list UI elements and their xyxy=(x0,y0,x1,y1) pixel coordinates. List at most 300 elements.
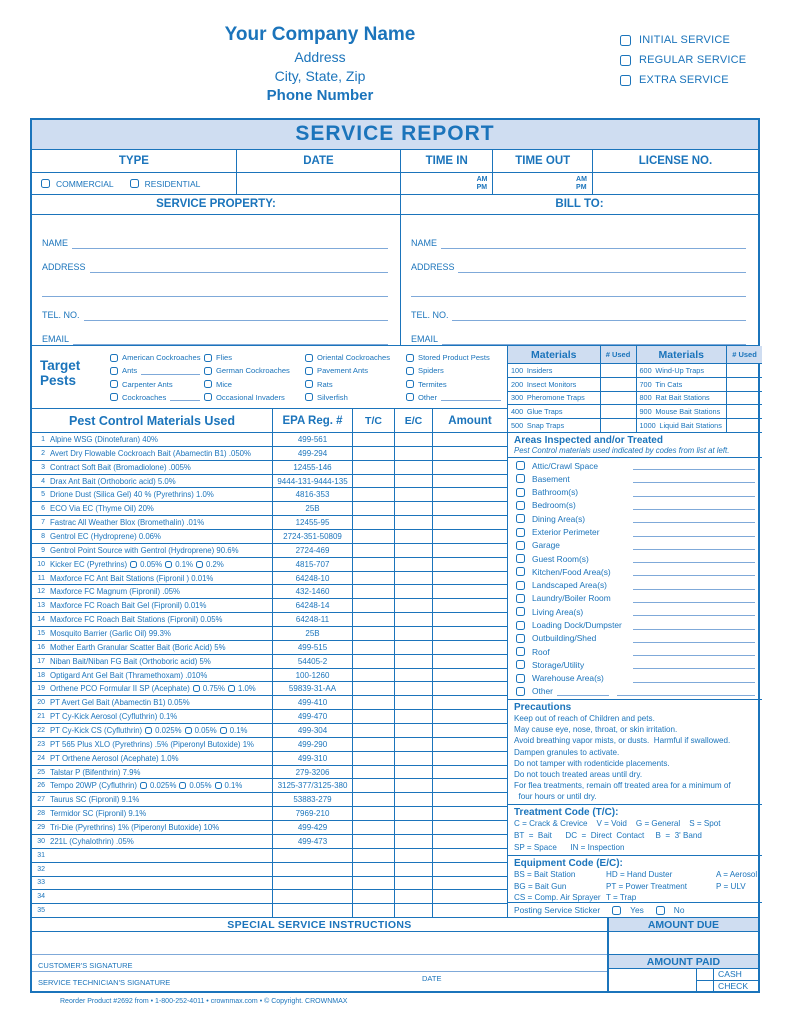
concentration-checkbox[interactable] xyxy=(228,685,235,692)
material-name-cell[interactable] xyxy=(32,877,272,890)
area-checkbox[interactable] xyxy=(516,647,525,656)
tc-cell[interactable] xyxy=(352,696,394,709)
amount-cell[interactable] xyxy=(432,863,507,876)
tc-cell[interactable] xyxy=(352,461,394,474)
material-name: PT 565 Plus XLO (Pyrethrins) .5% (Piperonyl Butoxide) 1% xyxy=(50,739,254,749)
material-name: Maxforce FC Roach Bait Stations (Fipronil) 0.05% xyxy=(50,615,223,625)
area-codes-writein[interactable] xyxy=(633,594,755,603)
service-option-label: REGULAR SERVICE xyxy=(639,54,747,66)
pest-table-row xyxy=(32,571,507,585)
target-pest-checkbox[interactable] xyxy=(110,367,118,375)
pest-table-header xyxy=(32,409,507,433)
bt-address-field[interactable] xyxy=(458,259,746,273)
tc-cell[interactable] xyxy=(352,904,394,917)
amount-cell[interactable] xyxy=(432,516,507,529)
amount-due-field[interactable] xyxy=(609,932,758,955)
area-label: Bedroom(s) xyxy=(532,500,576,511)
target-pest-checkbox[interactable] xyxy=(110,380,118,388)
area-codes-writein[interactable] xyxy=(633,528,755,537)
amount-cell[interactable] xyxy=(432,835,507,848)
pest-table-row xyxy=(32,433,507,446)
posting-no-checkbox[interactable] xyxy=(656,906,665,915)
epa-reg-header: EPA Reg. # xyxy=(272,409,352,432)
tc-cell[interactable] xyxy=(352,516,394,529)
epa-reg-cell[interactable] xyxy=(272,849,352,862)
ec-cell[interactable] xyxy=(394,641,432,654)
tc-cell[interactable] xyxy=(352,447,394,460)
area-codes-writein[interactable] xyxy=(633,514,755,523)
treatment-code-section xyxy=(508,804,762,855)
ec-cell[interactable] xyxy=(394,724,432,737)
amount-cell[interactable] xyxy=(432,544,507,557)
concentration-checkbox[interactable] xyxy=(165,561,172,568)
ec-cell[interactable] xyxy=(394,710,432,723)
ec-cell[interactable] xyxy=(394,738,432,751)
service-type-options xyxy=(620,30,746,90)
target-pest-item xyxy=(110,364,204,377)
ec-cell[interactable] xyxy=(394,682,432,695)
material-name-cell xyxy=(32,766,272,779)
tc-cell[interactable] xyxy=(352,890,394,903)
pest-table-row xyxy=(32,889,507,903)
ec-cell[interactable] xyxy=(394,669,432,682)
area-codes-writein[interactable] xyxy=(633,554,755,563)
amount-cell[interactable] xyxy=(432,807,507,820)
epa-reg-cell: 499-310 xyxy=(272,752,352,765)
ec-cell[interactable] xyxy=(394,849,432,862)
pest-table-row xyxy=(32,640,507,654)
tc-cell[interactable] xyxy=(352,710,394,723)
area-checkbox[interactable] xyxy=(516,514,525,523)
cash-checkbox[interactable] xyxy=(697,969,713,981)
amount-cell[interactable] xyxy=(432,682,507,695)
tc-cell[interactable] xyxy=(352,821,394,834)
material-name-cell[interactable] xyxy=(32,849,272,862)
tc-cell[interactable] xyxy=(352,475,394,488)
concentration-option: 0.2% xyxy=(206,559,224,569)
area-codes-writein[interactable] xyxy=(633,634,755,643)
service-option-checkbox[interactable] xyxy=(620,75,631,86)
bt-tel-field[interactable] xyxy=(452,307,746,321)
material-name-cell xyxy=(32,613,272,626)
ec-cell[interactable] xyxy=(394,752,432,765)
pest-table-row xyxy=(32,820,507,834)
area-checkbox[interactable] xyxy=(516,581,525,590)
amount-cell[interactable] xyxy=(432,710,507,723)
right-column xyxy=(507,346,762,917)
target-pest-checkbox[interactable] xyxy=(305,393,313,401)
row-number: 14 xyxy=(37,616,45,624)
material-used-cell[interactable] xyxy=(600,378,636,391)
bt-name-field[interactable] xyxy=(441,235,746,249)
ec-cell[interactable] xyxy=(394,475,432,488)
area-checkbox[interactable] xyxy=(516,567,525,576)
amount-cell[interactable] xyxy=(432,752,507,765)
ec-cell[interactable] xyxy=(394,516,432,529)
tc-cell[interactable] xyxy=(352,877,394,890)
tc-cell[interactable] xyxy=(352,558,394,571)
material-used-cell[interactable] xyxy=(600,405,636,418)
bt-email-field[interactable] xyxy=(442,331,746,345)
tc-cell[interactable] xyxy=(352,502,394,515)
target-pest-checkbox[interactable] xyxy=(204,380,212,388)
tc-cell[interactable] xyxy=(352,655,394,668)
amount-cell[interactable] xyxy=(432,627,507,640)
area-checkbox[interactable] xyxy=(516,594,525,603)
epa-reg-cell[interactable] xyxy=(272,904,352,917)
tc-cell[interactable] xyxy=(352,613,394,626)
date-header: DATE xyxy=(236,150,400,173)
amount-cell[interactable] xyxy=(432,724,507,737)
material-name: Maxforce FC Roach Bait Gel (Fipronil) 0.01% xyxy=(50,601,207,611)
material-used-cell[interactable] xyxy=(726,378,762,391)
amount-cell[interactable] xyxy=(432,447,507,460)
material-name-cell xyxy=(32,793,272,806)
target-pest-writein[interactable] xyxy=(441,393,501,401)
epa-reg-cell: 499-410 xyxy=(272,696,352,709)
target-pest-checkbox[interactable] xyxy=(406,380,414,388)
epa-reg-cell: 279-3206 xyxy=(272,766,352,779)
sp-name-field[interactable] xyxy=(72,235,388,249)
service-report-form xyxy=(30,118,760,993)
concentration-checkbox[interactable] xyxy=(220,727,227,734)
precautions-title: Precautions xyxy=(514,702,572,713)
amount-cell[interactable] xyxy=(432,433,507,446)
area-checkbox[interactable] xyxy=(516,634,525,643)
amount-cell[interactable] xyxy=(432,821,507,834)
ec-cell[interactable] xyxy=(394,613,432,626)
target-pest-checkbox[interactable] xyxy=(406,393,414,401)
material-used-cell[interactable] xyxy=(600,392,636,405)
date-field[interactable] xyxy=(236,173,400,194)
amount-cell[interactable] xyxy=(432,779,507,792)
concentration-checkbox[interactable] xyxy=(196,561,203,568)
bt-address2-field[interactable] xyxy=(411,283,746,297)
row-number: 8 xyxy=(41,532,45,540)
service-option-checkbox[interactable] xyxy=(620,35,631,46)
target-pest-writein[interactable] xyxy=(141,367,200,375)
tc-cell[interactable] xyxy=(352,433,394,446)
amount-cell[interactable] xyxy=(432,599,507,612)
service-option-label: INITIAL SERVICE xyxy=(639,34,731,46)
material-name-cell[interactable] xyxy=(32,904,272,917)
time-out-field[interactable] xyxy=(492,173,591,194)
precaution-line: May cause eye, nose, throat, or skin irritation. xyxy=(514,725,678,735)
ec-cell[interactable] xyxy=(394,807,432,820)
area-codes-writein[interactable] xyxy=(633,501,755,510)
target-pest-checkbox[interactable] xyxy=(204,367,212,375)
material-name: Kicker EC (Pyrethrins) xyxy=(50,559,128,569)
time-in-field[interactable] xyxy=(400,173,493,194)
tc-cell[interactable] xyxy=(352,793,394,806)
ec-cell[interactable] xyxy=(394,863,432,876)
ec-cell[interactable] xyxy=(394,599,432,612)
precaution-line: Dampen granules to activate. xyxy=(514,747,620,757)
amount-cell[interactable] xyxy=(432,696,507,709)
area-checkbox[interactable] xyxy=(516,528,525,537)
amount-cell[interactable] xyxy=(432,572,507,585)
amount-cell[interactable] xyxy=(432,904,507,917)
material-used-cell[interactable] xyxy=(600,364,636,377)
ec-cell[interactable] xyxy=(394,447,432,460)
tc-cell[interactable] xyxy=(352,835,394,848)
material-name-cell[interactable] xyxy=(32,890,272,903)
concentration-option: 0.1% xyxy=(224,781,243,791)
area-checkbox[interactable] xyxy=(516,607,525,616)
ec-cell[interactable] xyxy=(394,433,432,446)
area-checkbox[interactable] xyxy=(516,621,525,630)
amount-cell[interactable] xyxy=(432,613,507,626)
reorder-footer: Reorder Product #2692 from • 1-800-252-4011 • crownmax.com • © Copyright. CROWNMAX xyxy=(60,998,348,1005)
materials-table-right xyxy=(636,346,763,432)
material-used-cell[interactable] xyxy=(726,405,762,418)
material-name: Gentrol Point Source with Gentrol (Hydroprene) 90.6% xyxy=(50,545,239,555)
ec-cell[interactable] xyxy=(394,502,432,515)
posting-no-label: No xyxy=(673,905,685,915)
row-number: 1 xyxy=(41,435,45,443)
epa-reg-cell: 12455-146 xyxy=(272,461,352,474)
ec-cell[interactable] xyxy=(394,793,432,806)
material-name-cell[interactable] xyxy=(32,863,272,876)
tc-cell[interactable] xyxy=(352,724,394,737)
pest-table-row xyxy=(32,543,507,557)
precaution-line: Do not touch treated areas until dry. xyxy=(514,770,643,780)
target-pest-checkbox[interactable] xyxy=(110,393,118,401)
area-codes-writein[interactable] xyxy=(633,567,755,576)
area-checkbox[interactable] xyxy=(516,541,525,550)
material-used-cell[interactable] xyxy=(726,419,762,432)
area-codes-writein[interactable] xyxy=(617,687,755,696)
commercial-label: COMMERCIAL xyxy=(56,178,114,189)
area-codes-writein[interactable] xyxy=(633,674,755,683)
amount-cell[interactable] xyxy=(432,475,507,488)
check-checkbox[interactable] xyxy=(697,981,713,992)
target-pest-checkbox[interactable] xyxy=(406,354,414,362)
ec-cell[interactable] xyxy=(394,821,432,834)
ec-cell[interactable] xyxy=(394,766,432,779)
amount-paid-field[interactable] xyxy=(609,969,697,991)
treatment-code-line: C = Crack & Crevice V = Void G = General S = Spot xyxy=(514,819,721,828)
area-codes-writein[interactable] xyxy=(633,461,755,470)
epa-reg-cell[interactable] xyxy=(272,890,352,903)
area-other-writein[interactable] xyxy=(557,687,609,696)
tc-cell[interactable] xyxy=(352,585,394,598)
concentration-checkbox[interactable] xyxy=(215,782,222,789)
tc-cell[interactable] xyxy=(352,738,394,751)
area-checkbox[interactable] xyxy=(516,488,525,497)
epa-reg-cell: 4815-707 xyxy=(272,558,352,571)
material-used-cell[interactable] xyxy=(600,419,636,432)
amount-cell[interactable] xyxy=(432,655,507,668)
ec-cell[interactable] xyxy=(394,779,432,792)
target-pest-checkbox[interactable] xyxy=(305,367,313,375)
material-trap-name: 300 Pheromone Traps xyxy=(511,393,585,403)
area-label: Roof xyxy=(532,646,550,657)
tc-cell[interactable] xyxy=(352,779,394,792)
ec-cell[interactable] xyxy=(394,572,432,585)
ec-cell[interactable] xyxy=(394,835,432,848)
equipment-code-entry: BS = Bait Station xyxy=(514,870,576,879)
ec-cell[interactable] xyxy=(394,696,432,709)
tc-cell[interactable] xyxy=(352,863,394,876)
info-value-row xyxy=(32,173,758,195)
area-checkbox[interactable] xyxy=(516,501,525,510)
amount-cell[interactable] xyxy=(432,488,507,501)
concentration-checkbox[interactable] xyxy=(145,727,152,734)
target-pest-checkbox[interactable] xyxy=(406,367,414,375)
technician-signature-row[interactable] xyxy=(32,971,607,991)
ec-cell[interactable] xyxy=(394,461,432,474)
tc-cell[interactable] xyxy=(352,572,394,585)
target-pest-label: Occasional Invaders xyxy=(216,392,285,402)
row-number: 33 xyxy=(37,879,45,887)
target-pest-writein[interactable] xyxy=(170,393,200,401)
area-label: Laundry/Boiler Room xyxy=(532,593,611,604)
concentration-checkbox[interactable] xyxy=(179,782,186,789)
area-codes-writein[interactable] xyxy=(633,541,755,550)
row-number: 19 xyxy=(37,685,45,693)
ec-cell[interactable] xyxy=(394,627,432,640)
sp-address-field[interactable] xyxy=(90,259,388,273)
pest-table-row xyxy=(32,501,507,515)
commercial-checkbox[interactable] xyxy=(41,179,50,188)
tc-cell[interactable] xyxy=(352,530,394,543)
area-checkbox[interactable] xyxy=(516,674,525,683)
amount-cell[interactable] xyxy=(432,669,507,682)
ec-cell[interactable] xyxy=(394,655,432,668)
area-codes-writein[interactable] xyxy=(633,474,755,483)
amount-cell[interactable] xyxy=(432,766,507,779)
residential-checkbox[interactable] xyxy=(130,179,139,188)
epa-reg-cell: 53883-279 xyxy=(272,793,352,806)
concentration-checkbox[interactable] xyxy=(140,782,147,789)
posting-sticker-label: Posting Service Sticker xyxy=(514,905,601,915)
license-no-field[interactable] xyxy=(592,173,758,194)
amount-cell[interactable] xyxy=(432,558,507,571)
sp-email-label: EMAIL xyxy=(42,333,70,344)
ec-cell[interactable] xyxy=(394,877,432,890)
pest-table-row xyxy=(32,668,507,682)
material-name: Orthene PCO Formular II SP (Acephate) xyxy=(50,684,190,694)
equipment-code-entry: A = Aerosol xyxy=(716,870,758,879)
concentration-checkbox[interactable] xyxy=(130,561,137,568)
sp-email-field[interactable] xyxy=(73,331,388,345)
ec-cell[interactable] xyxy=(394,488,432,501)
area-codes-writein[interactable] xyxy=(633,621,755,630)
tc-cell[interactable] xyxy=(352,544,394,557)
materials-row xyxy=(637,377,763,391)
tc-cell[interactable] xyxy=(352,682,394,695)
area-checkbox[interactable] xyxy=(516,461,525,470)
amount-cell[interactable] xyxy=(432,877,507,890)
target-pest-item xyxy=(204,351,305,364)
ec-cell[interactable] xyxy=(394,558,432,571)
special-instructions-field[interactable] xyxy=(32,932,607,954)
amount-cell[interactable] xyxy=(432,530,507,543)
ec-cell[interactable] xyxy=(394,904,432,917)
material-name: Alpine WSG (Dinotefuran) 40% xyxy=(50,434,158,444)
amount-cell[interactable] xyxy=(432,849,507,862)
service-option-extra-service xyxy=(620,70,746,90)
pest-table-row xyxy=(32,876,507,890)
row-number: 2 xyxy=(41,449,45,457)
concentration-option: 0.75% xyxy=(202,684,225,694)
tc-cell[interactable] xyxy=(352,641,394,654)
ec-cell[interactable] xyxy=(394,890,432,903)
ec-cell[interactable] xyxy=(394,544,432,557)
target-pest-checkbox[interactable] xyxy=(204,354,212,362)
epa-reg-cell: 499-429 xyxy=(272,821,352,834)
tc-cell[interactable] xyxy=(352,766,394,779)
service-option-checkbox[interactable] xyxy=(620,55,631,66)
customer-signature-row[interactable] xyxy=(32,954,607,971)
amount-cell[interactable] xyxy=(432,890,507,903)
concentration-checkbox[interactable] xyxy=(193,685,200,692)
used-header-right: # Used xyxy=(726,346,762,363)
amount-cell[interactable] xyxy=(432,641,507,654)
target-pest-checkbox[interactable] xyxy=(305,354,313,362)
amount-cell[interactable] xyxy=(432,793,507,806)
target-pest-checkbox[interactable] xyxy=(305,380,313,388)
area-checkbox[interactable] xyxy=(516,687,525,696)
tc-cell[interactable] xyxy=(352,752,394,765)
materials-row xyxy=(508,418,636,432)
target-pest-checkbox[interactable] xyxy=(204,393,212,401)
target-pest-label: German Cockroaches xyxy=(216,366,290,376)
area-label: Basement xyxy=(532,473,570,484)
bt-tel-label: TEL. NO. xyxy=(410,309,449,320)
tc-cell[interactable] xyxy=(352,627,394,640)
area-codes-writein[interactable] xyxy=(633,607,755,616)
tc-cell[interactable] xyxy=(352,849,394,862)
material-name-cell xyxy=(32,724,272,737)
amount-cell[interactable] xyxy=(432,585,507,598)
material-used-cell[interactable] xyxy=(726,364,762,377)
area-codes-writein[interactable] xyxy=(633,581,755,590)
pest-table-row xyxy=(32,654,507,668)
sp-address2-field[interactable] xyxy=(42,283,388,297)
material-name-cell xyxy=(32,599,272,612)
area-checkbox[interactable] xyxy=(516,554,525,563)
sp-tel-field[interactable] xyxy=(84,307,388,321)
area-codes-writein[interactable] xyxy=(633,488,755,497)
amount-cell[interactable] xyxy=(432,461,507,474)
epa-reg-cell[interactable] xyxy=(272,877,352,890)
material-used-cell[interactable] xyxy=(726,392,762,405)
target-pest-checkbox[interactable] xyxy=(110,354,118,362)
service-option-regular-service xyxy=(620,50,746,70)
ec-cell[interactable] xyxy=(394,530,432,543)
area-checkbox[interactable] xyxy=(516,660,525,669)
tc-cell[interactable] xyxy=(352,488,394,501)
posting-yes-checkbox[interactable] xyxy=(612,906,621,915)
epa-reg-cell: 499-515 xyxy=(272,641,352,654)
epa-reg-cell[interactable] xyxy=(272,863,352,876)
row-number: 15 xyxy=(37,629,45,637)
area-checkbox[interactable] xyxy=(516,474,525,483)
amount-cell[interactable] xyxy=(432,738,507,751)
tc-cell[interactable] xyxy=(352,669,394,682)
ec-cell[interactable] xyxy=(394,585,432,598)
area-codes-writein[interactable] xyxy=(633,660,755,669)
tc-cell[interactable] xyxy=(352,599,394,612)
area-codes-writein[interactable] xyxy=(633,647,755,656)
concentration-checkbox[interactable] xyxy=(185,727,192,734)
material-name-cell xyxy=(32,710,272,723)
concentration-option: 0.025% xyxy=(155,725,182,735)
amount-cell[interactable] xyxy=(432,502,507,515)
tc-cell[interactable] xyxy=(352,807,394,820)
